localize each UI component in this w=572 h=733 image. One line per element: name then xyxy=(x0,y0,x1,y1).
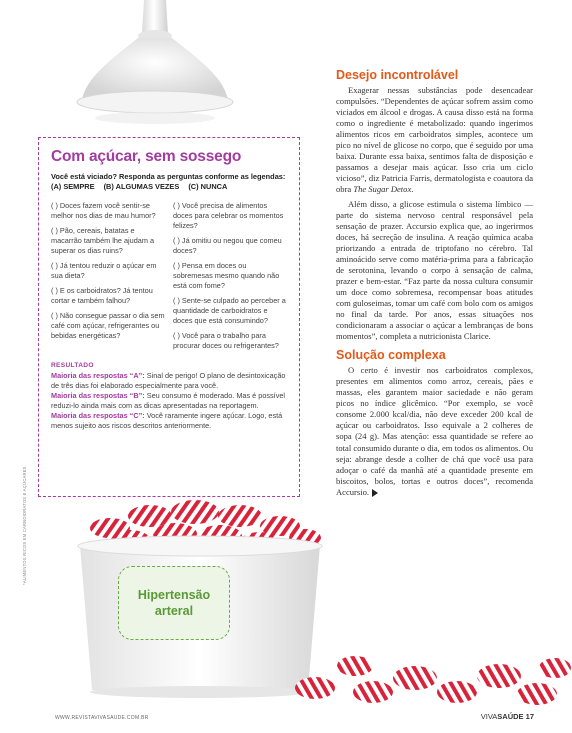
quiz-question: ( ) Já omitiu ou negou que comeu doces? xyxy=(173,236,282,255)
quiz-column-right xyxy=(173,201,287,356)
badge-line2: arteral xyxy=(154,604,194,618)
result-label: Maioria das respostas “B”: xyxy=(51,391,145,400)
quiz-column-left xyxy=(51,201,165,356)
result-item xyxy=(51,371,287,391)
result-text: Você raramente ingere açúcar. Logo, está menos sujeito aos riscos descritos anteriormente. xyxy=(51,411,283,430)
result-text: Seu consumo é moderado. Mas é possível reduzi-lo ainda mais com as dicas apresentadas na reportagem. xyxy=(51,391,286,410)
badge-line1: Hipertensão xyxy=(137,588,211,602)
hypertension-badge xyxy=(118,566,230,640)
quiz-question: ( ) Pão, cereais, batatas e macarrão também lhe ajudam a superar os dias ruins? xyxy=(51,226,155,255)
result-label: Maioria das respostas “C”: xyxy=(51,411,145,420)
quiz-question: ( ) Pensa em doces ou sobremesas mesmo quando não está com fome? xyxy=(173,261,280,290)
quiz-intro: Você está viciado? Responda as perguntas conforme as legendas: xyxy=(51,172,286,181)
result-item xyxy=(51,411,287,431)
article-paragraph xyxy=(336,85,533,195)
quiz-questions xyxy=(51,201,287,356)
sugar-bowl-lid-image xyxy=(70,0,240,130)
quiz-legend xyxy=(51,182,287,192)
result-label: Maioria das respostas “A”: xyxy=(51,371,145,380)
footer-brand xyxy=(481,712,534,721)
result-heading: RESULTADO xyxy=(51,362,94,369)
footer-site: WWW.REVISTAVIVASAUDE.COM.BR xyxy=(55,715,149,721)
section-title-solucao: Solução complexa xyxy=(336,348,446,363)
quiz-question: ( ) Doces fazem você sentir-se melhor nos dias de mau humor? xyxy=(51,201,156,220)
end-mark-icon xyxy=(372,489,378,497)
quiz-title: Com açúcar, sem sossego xyxy=(51,148,242,165)
book-title: The Sugar Detox xyxy=(353,184,412,195)
brand-a: VIVA xyxy=(480,712,498,721)
article-paragraph xyxy=(336,365,533,498)
quiz-question: ( ) Não consegue passar o dia sem café com açúcar, refrigerantes ou bebidas energéticas? xyxy=(51,311,165,340)
legend-b: (B) ALGUMAS VEZES xyxy=(103,182,180,191)
article-column xyxy=(336,70,533,498)
quiz-box xyxy=(38,137,300,497)
page-number: 17 xyxy=(525,712,534,721)
result-text: Sinal de perigo! O plano de desintoxicação de três dias foi elaborado especialmente para você. xyxy=(51,371,286,390)
article-paragraph: Além disso, a glicose estimula o sistema límbico — parte do sistema nervoso central responsável pela sensação de prazer. Accursio explica que, ao ingerirmos doces, há secreção de insulina. A reação química acaba priorizando a entrada de triptofano no cérebro. Tal aminoácido serve como matéria-prima para a fabricação de serotonina, levando o corpo à sensação de calma, prazer e bem-estar. “Faz parte da nossa cultura consumir um doce como sobremesa, recompensar boas atitudes com guloseimas, tomar um café com bolo com os amigos no final da tarde. Por anos, essas situações nos condicionaram a associar o açúcar a lembranças de bons momentos”, completa a nutricionista Clarice. xyxy=(336,198,533,342)
photo-credit: *ALIMENTOS RICOS EM CARBOIDRATOS E AÇÚCARES xyxy=(22,466,27,585)
result-item xyxy=(51,391,287,411)
result-list xyxy=(51,371,287,431)
paragraph-text: Exagerar nessas substâncias pode desencadear compulsões. “Dependentes de açúcar sofrem assim como viciados em álcool e drogas. A causa disso está na forma como o ingrediente é metabolizado: quando ingerimos alimentos ricos em carboidratos simples, acontece um pico no nível de glicose no corpo, que é seguido por uma baixa. Durante essa baixa, sentimos falta de disposição e passamos a desejar mais açúcar. Isso cria um ciclo vicioso”, diz Patricia Farris, dermatologista e coautora da obra xyxy=(336,85,533,195)
brand-b: SAÚDE xyxy=(497,712,524,721)
quiz-question: ( ) E os carboidratos? Já tentou cortar e também falhou? xyxy=(51,286,153,305)
quiz-question: ( ) Já tentou reduzir o açúcar em sua dieta? xyxy=(51,261,157,280)
quiz-question: ( ) Você precisa de alimentos doces para celebrar os momentos felizes? xyxy=(173,201,284,230)
quiz-question: ( ) Sente-se culpado ao perceber a quantidade de carboidratos e doces que está consumindo? xyxy=(173,296,286,325)
legend-a: (A) SEMPRE xyxy=(51,182,95,191)
section-title-desejo: Desejo incontrolável xyxy=(336,68,459,82)
paragraph-end: . xyxy=(411,184,414,195)
quiz-question: ( ) Você para o trabalho para procurar doces ou refrigerantes? xyxy=(173,331,279,350)
paragraph-text: O certo é investir nos carboidratos complexos, presentes em alimentos como arroz, cereais, pães e massas, eles garantem maior saciedade e não geram picos no índice glicêmico. “Por exemplo, se você consome 2.000 kcal/dia, não deve exceder 200 kcal de açúcar ou carboidratos. Isso equivale a 2 colheres de sopa (24 g). Mas atenção: essa quantidade se refere ao total consumido durante o dia, em todos os alimentos. Ou seja: abrange desde a colher de chá que você usa para adoçar o café da manhã até a quantidade presente em biscoitos, bolos, tortas e outros doces”, recomenda Accursio. xyxy=(336,365,533,497)
legend-c: (C) NUNCA xyxy=(188,182,228,191)
scattered-candies-image xyxy=(285,640,572,710)
